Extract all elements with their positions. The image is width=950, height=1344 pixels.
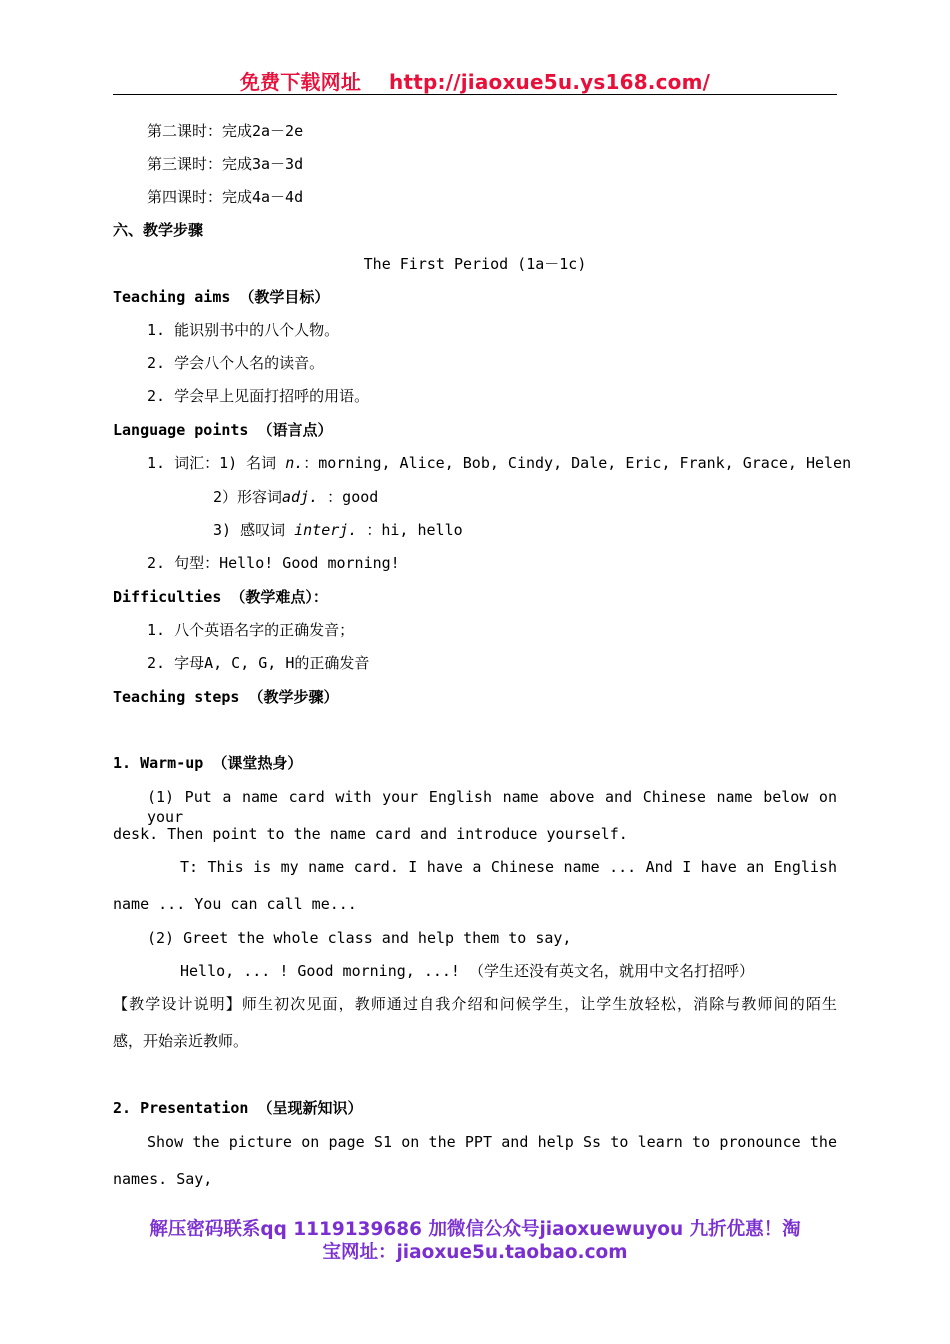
- teacher-line-1: T: This is my name card. I have a Chinese name ... And I have an English: [180, 858, 837, 876]
- vocab-line-adj: [213, 487, 378, 507]
- vocab-prefix: 1. 词汇：1) 名词: [147, 454, 277, 472]
- header-label: 免费下载网址: [239, 70, 362, 94]
- schedule-item: 第二课时：完成2a－2e: [147, 122, 304, 140]
- pos-noun: n.: [285, 454, 304, 472]
- teacher-line-2: name ... You can call me...: [113, 895, 357, 913]
- difficulty-item: 2. 字母A, C, G, H的正确发音: [147, 654, 370, 672]
- warmup-heading: 1. Warm-up （课堂热身）: [113, 754, 303, 772]
- vocab-interj: ：hi, hello: [357, 521, 463, 539]
- period-title: The First Period (1a－1c): [363, 255, 587, 273]
- footer-contact-line-1: 解压密码联系qq 1119139686 加微信公众号jiaoxuewuyou 九折优惠！淘: [149, 1219, 801, 1240]
- greeting-example: Hello, ... ! Good morning, ...! （学生还没有英文名，就用中文名打招呼）: [180, 962, 754, 980]
- language-points-heading: Language points （语言点）: [113, 421, 333, 439]
- pos-adj: adj.: [282, 488, 319, 506]
- presentation-line-1: Show the picture on page S1 on the PPT and help Ss to learn to pronounce the: [147, 1133, 837, 1151]
- schedule-item: 第四课时：完成4a－4d: [147, 188, 304, 206]
- presentation-heading: 2. Presentation （呈现新知识）: [113, 1099, 363, 1117]
- teaching-aims-heading: Teaching aims （教学目标）: [113, 288, 330, 306]
- footer-contact-line-2[interactable]: 宝网址：jiaoxue5u.taobao.com: [322, 1242, 628, 1263]
- aim-item: 1. 能识别书中的八个人物。: [147, 321, 340, 339]
- vocab-line-nouns: [147, 453, 851, 473]
- vocab-line-interj: [213, 520, 463, 540]
- teaching-steps-heading: Teaching steps （教学步骤）: [113, 688, 339, 706]
- section-heading: 六、教学步骤: [113, 221, 204, 239]
- vocab-nouns: ：morning, Alice, Bob, Cindy, Dale, Eric, Frank, Grace, Helen: [303, 454, 852, 472]
- warmup-paragraph-1-line-1: (1) Put a name card with your English name above and Chinese name below on your: [147, 788, 837, 826]
- header-banner: [0, 66, 950, 95]
- pos-interj: interj.: [294, 521, 358, 539]
- presentation-line-2: names. Say,: [113, 1170, 213, 1188]
- sentence-pattern: 2. 句型：Hello! Good morning!: [147, 554, 400, 572]
- difficulties-heading: Difficulties （教学难点）：: [113, 588, 328, 606]
- header-url-link[interactable]: http://jiaoxue5u.ys168.com/: [389, 70, 711, 94]
- warmup-paragraph-2: (2) Greet the whole class and help them to say,: [147, 929, 572, 947]
- design-note-line-1: 【教学设计说明】师生初次见面，教师通过自我介绍和问候学生，让学生放轻松，消除与教师间的陌生: [113, 995, 837, 1013]
- schedule-item: 第三课时：完成3a－3d: [147, 155, 304, 173]
- vocab-prefix: 3) 感叹词: [213, 521, 286, 539]
- vocab-prefix: 2）形容词: [213, 488, 283, 506]
- difficulty-item: 1. 八个英语名字的正确发音；: [147, 621, 355, 639]
- warmup-paragraph-1-line-2: desk. Then point to the name card and introduce yourself.: [113, 825, 628, 843]
- design-note-line-2: 感，开始亲近教师。: [113, 1032, 249, 1050]
- aim-item: 2. 学会早上见面打招呼的用语。: [147, 387, 370, 405]
- header-divider: [113, 94, 837, 95]
- vocab-adj: ：good: [318, 488, 379, 506]
- aim-item: 2. 学会八个人名的读音。: [147, 354, 325, 372]
